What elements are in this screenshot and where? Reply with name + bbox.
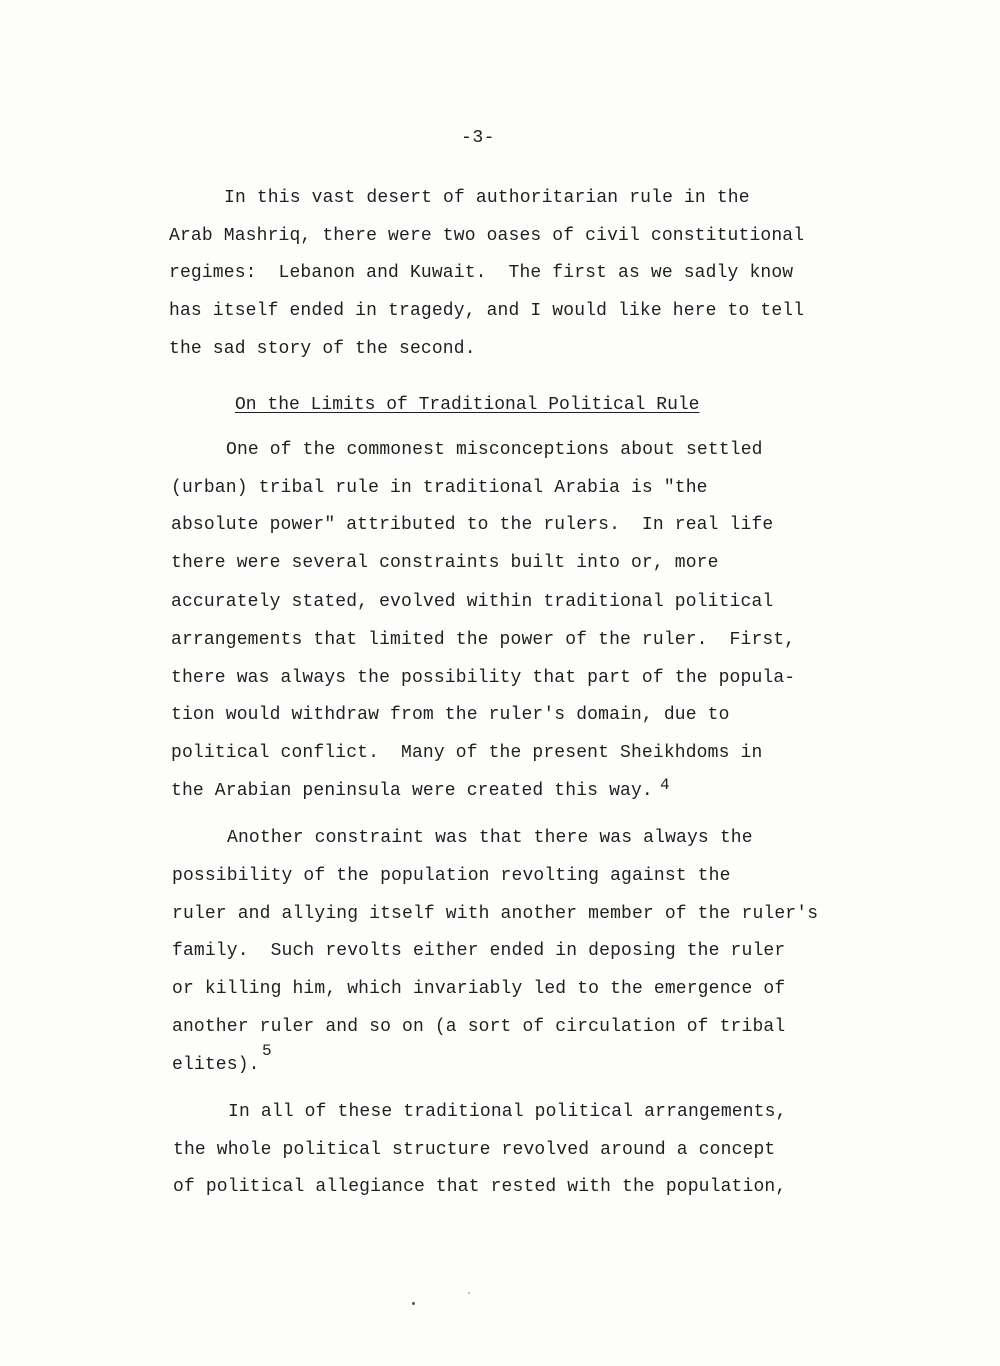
page-number: -3- <box>461 128 495 148</box>
paragraph-1-line-3: regimes: Lebanon and Kuwait. The first as we sadly know <box>169 263 794 283</box>
paragraph-2-line-7: there was always the possibility that part of the popula- <box>171 668 796 688</box>
footnote-marker: 4 <box>660 776 670 794</box>
paragraph-2-line-8: tion would withdraw from the ruler's domain, due to <box>171 705 730 725</box>
paragraph-3-line-2: possibility of the population revolting against the <box>172 866 731 886</box>
paragraph-3-line-5: or killing him, which invariably led to the emergence of <box>172 979 786 999</box>
paragraph-4-line-1: In all of these traditional political arrangements, <box>228 1102 787 1122</box>
paragraph-2-line-6: arrangements that limited the power of the ruler. First, <box>171 630 796 650</box>
paragraph-1-line-4: has itself ended in tragedy, and I would like here to tell <box>169 301 805 321</box>
paragraph-2-line-2: (urban) tribal rule in traditional Arabia is "the <box>171 478 708 498</box>
paragraph-2-line-10: the Arabian peninsula were created this way. <box>171 781 653 801</box>
paragraph-1-line-1: In this vast desert of authoritarian rule in the <box>224 188 750 208</box>
paragraph-1-line-2: Arab Mashriq, there were two oases of civil constitutional <box>169 226 805 246</box>
paragraph-2-line-3: absolute power" attributed to the rulers. In real life <box>171 515 774 535</box>
paragraph-3-line-7: elites). <box>172 1055 260 1075</box>
paragraph-4-line-2: the whole political structure revolved around a concept <box>173 1140 776 1160</box>
paragraph-3-line-3: ruler and allying itself with another member of the ruler's <box>172 904 819 924</box>
paragraph-3-line-6: another ruler and so on (a sort of circulation of tribal <box>172 1017 786 1037</box>
scan-speck <box>412 1302 415 1305</box>
section-heading: On the Limits of Traditional Political Rule <box>235 395 700 415</box>
paragraph-2-line-5: accurately stated, evolved within traditional political <box>171 592 774 612</box>
footnote-marker: 5 <box>262 1042 272 1060</box>
paragraph-2-line-9: political conflict. Many of the present Sheikhdoms in <box>171 743 763 763</box>
paragraph-3-line-4: family. Such revolts either ended in deposing the ruler <box>172 941 786 961</box>
paragraph-1-line-5: the sad story of the second. <box>169 339 476 359</box>
scan-speck <box>468 1292 470 1294</box>
paragraph-2-line-1: One of the commonest misconceptions about settled <box>226 440 763 460</box>
paragraph-4-line-3: of political allegiance that rested with the population, <box>173 1177 787 1197</box>
paragraph-2-line-4: there were several constraints built into or, more <box>171 553 719 573</box>
paragraph-3-line-1: Another constraint was that there was always the <box>227 828 753 848</box>
